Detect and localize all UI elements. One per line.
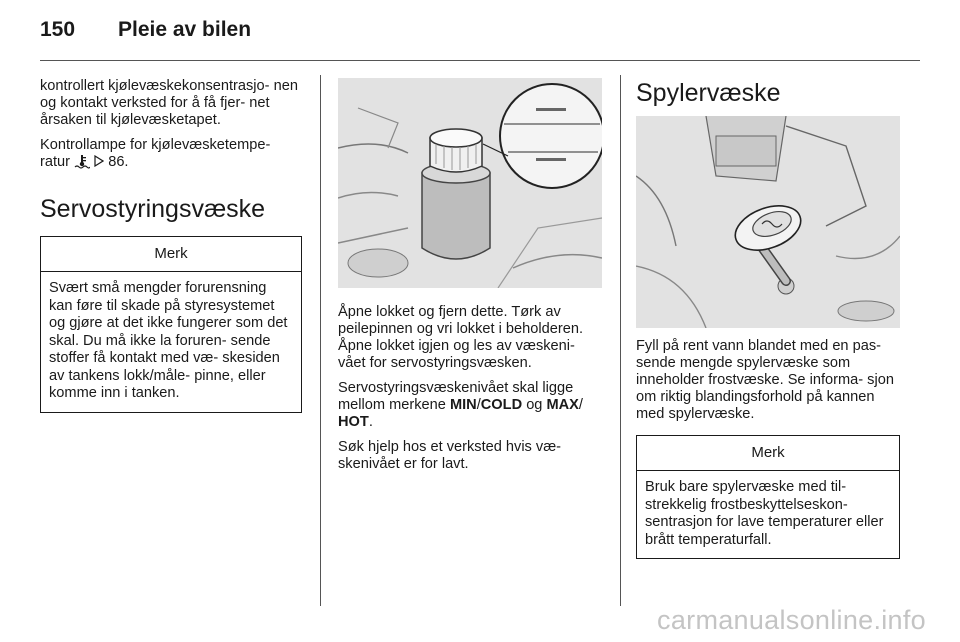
section-heading-washer: Spylervæske xyxy=(636,79,781,107)
lamp-page-ref: 86. xyxy=(108,154,129,170)
column-divider-2 xyxy=(620,75,621,606)
page-header xyxy=(40,18,251,48)
servo-para-2-text: Servostyringsvæskenivået skal ligge mellom merkene xyxy=(338,380,574,413)
note-box-servo xyxy=(40,236,302,413)
note-box-washer xyxy=(636,435,900,559)
mark-hot: HOT xyxy=(338,414,369,430)
word-og: og xyxy=(526,397,543,413)
watermark: carmanualsonline.info xyxy=(657,605,926,635)
servo-para-1: Åpne lokket og fjern dette. Tørk av peilepinnen og vri lokket i beholderen. Åpne lokket igjen og les av væskeni- vået for servostyringsvæsken. xyxy=(338,304,584,371)
column-2 xyxy=(338,78,602,481)
column-divider-1 xyxy=(320,75,321,606)
note-body-washer: Bruk bare spylervæske med til- strekkelig frostbeskyttelseskon- sentrasjon for lave temperaturer eller brått temperaturfall. xyxy=(645,479,884,548)
servo-reservoir-illustration xyxy=(338,78,602,288)
column-1 xyxy=(40,78,302,413)
washer-para-1: Fyll på rent vann blandet med en pas- sende mengde spylervæske som inneholder frostvæske. Se informa- sjon om riktig blandingsforhold på kannen med spylervæske. xyxy=(636,338,894,422)
section-heading-servo: Servostyringsvæske xyxy=(40,195,266,223)
servo-para-3: Søk hjelp hos et verksted hvis væ- skenivået er for lavt. xyxy=(338,439,562,472)
page-reference-arrow-icon xyxy=(94,155,104,172)
note-body: Svært små mengder forurensning kan føre til skade på styresystemet og gjøre at det ikke fungerer som det skal. Du må ikke la foruren- sende stoffer få kontakt med væ- skesiden av tankens lokk/måle- pinne, eller komme inn i tanken. xyxy=(49,280,288,401)
page-title: Pleie av bilen xyxy=(118,18,252,41)
washer-reservoir-illustration xyxy=(636,116,900,328)
header-rule xyxy=(40,60,920,61)
coolant-temperature-icon xyxy=(74,154,90,174)
intro-paragraph: kontrollert kjølevæskekonsentrasjo- nen og kontakt verksted for å få fjer- net årsaken til kjølevæsketapet. xyxy=(40,78,298,128)
lamp-text: Kontrollampe for kjølevæsketempe- ratur xyxy=(40,137,271,170)
mark-min: MIN xyxy=(449,397,477,413)
mark-cold: COLD xyxy=(480,397,523,413)
note-title: Merk xyxy=(41,237,301,272)
lamp-paragraph xyxy=(40,137,302,174)
mark-max: MAX xyxy=(546,397,579,413)
servo-para-2: Servostyringsvæskenivået skal ligge mellom merkene MIN/COLD og MAX/ HOT. xyxy=(338,380,583,430)
note-title-washer: Merk xyxy=(637,436,899,471)
column-3 xyxy=(636,78,900,559)
page-number: 150 xyxy=(40,18,76,41)
